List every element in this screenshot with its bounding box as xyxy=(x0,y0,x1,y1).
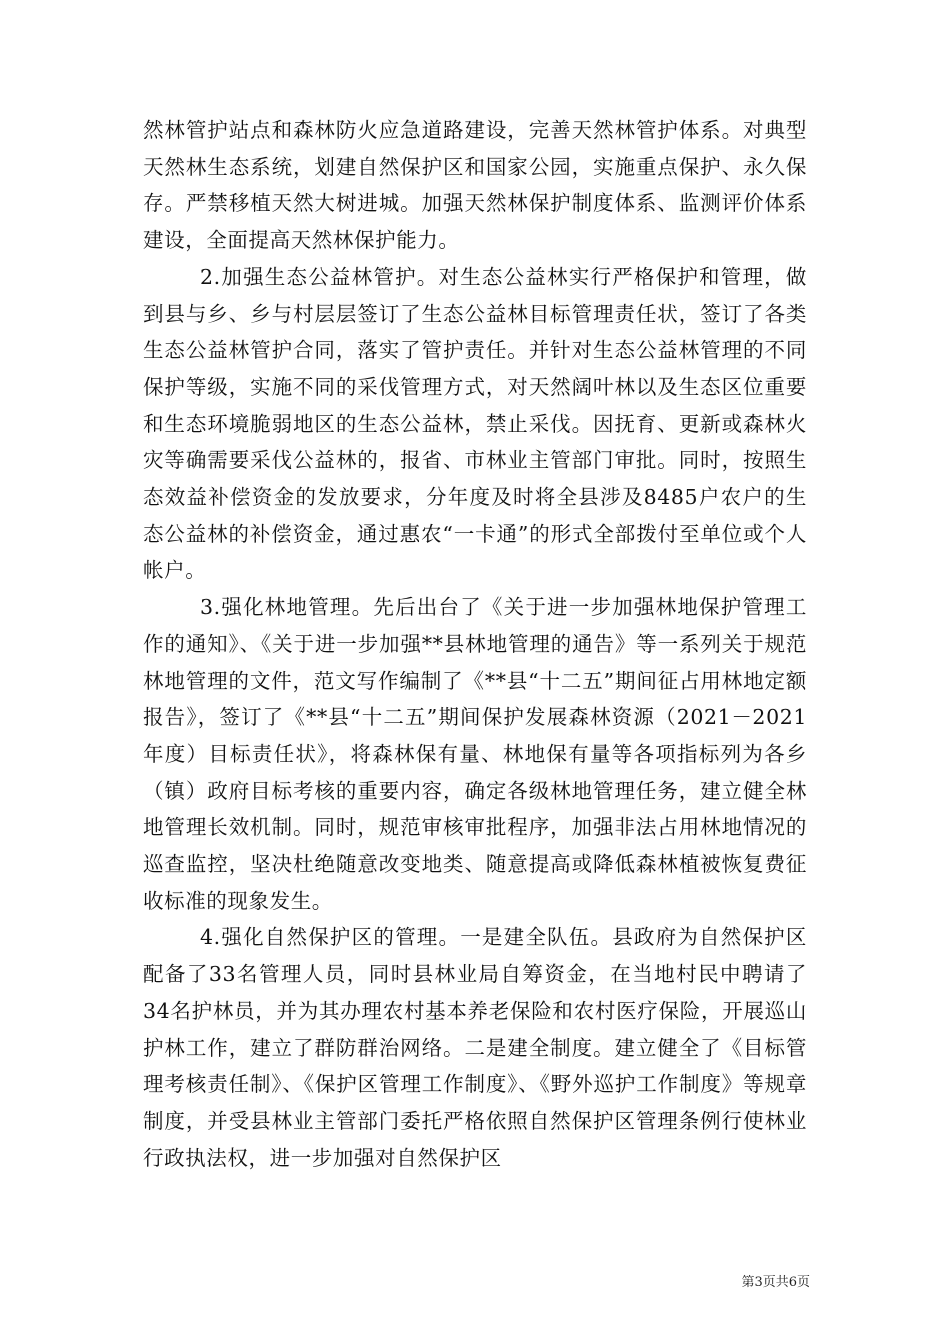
paragraph-4: 4.强化自然保护区的管理。一是建全队伍。县政府为自然保护区配备了33名管理人员，同时县林业局自筹资金，在当地村民中聘请了34名护林员，并为其办理农村基本养老保险和农村医疗保险，开展巡山护林工作，建立了群防群治网络。二是建全制度。建立健全了《目标管理考核责任制》、《保护区管理工作制度》、《野外巡护工作制度》等规章制度，并受县林业主管部门委托严格依照自然保护区管理条例行使林业行政执法权，进一步加强对自然保护区 xyxy=(143,925,807,1170)
document-body xyxy=(143,112,807,1176)
paragraph-1: 然林管护站点和森林防火应急道路建设，完善天然林管护体系。对典型天然林生态系统，划建自然保护区和国家公园，实施重点保护、永久保存。严禁移植天然大树进城。加强天然林保护制度体系、监测评价体系建设，全面提高天然林保护能力。 xyxy=(143,118,807,253)
paragraph-2: 2.加强生态公益林管护。对生态公益林实行严格保护和管理，做到县与乡、乡与村层层签订了生态公益林目标管理责任状，签订了各类生态公益林管护合同，落实了管护责任。并针对生态公益林管理的不同保护等级，实施不同的采伐管理方式，对天然阔叶林以及生态区位重要和生态环境脆弱地区的生态公益林，禁止采伐。因抚育、更新或森林火灾等确需要采伐公益林的，报省、市林业主管部门审批。同时，按照生态效益补偿资金的发放要求，分年度及时将全县涉及8485户农户的生态公益林的补偿资金，通过惠农“一卡通”的形式全部拨付至单位或个人帐户。 xyxy=(143,264,807,583)
page-number: 第3页共6页 xyxy=(741,1275,810,1290)
paragraph-3: 3.强化林地管理。先后出台了《关于进一步加强林地保护管理工作的通知》、《关于进一步加强**县林地管理的通告》等一系列关于规范林地管理的文件，范文写作编制了《**县“十二五”期间征占用林地定额报告》，签订了《**县“十二五”期间保护发展森林资源（2021－2021年度）目标责任状》，将森林保有量、林地保有量等各项指标列为各乡（镇）政府目标考核的重要内容，确定各级林地管理任务，建立健全林地管理长效机制。同时，规范审核审批程序，加强非法占用林地情况的巡查监控，坚决杜绝随意改变地类、随意提高或降低森林植被恢复费征收标准的现象发生。 xyxy=(143,595,807,913)
